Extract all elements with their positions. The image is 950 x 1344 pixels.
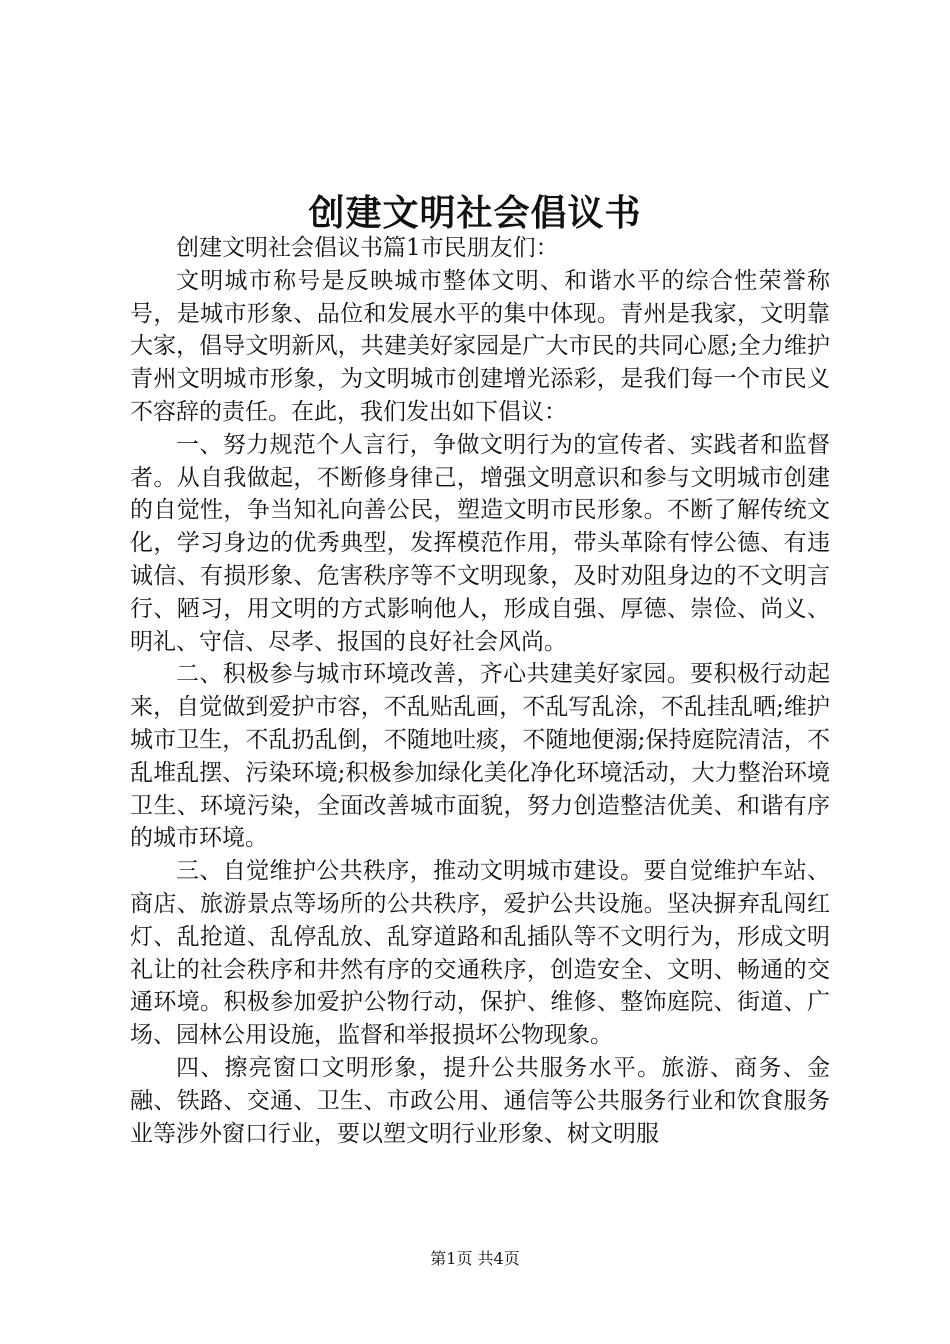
paragraph-item-1: 一、努力规范个人言行，争做文明行为的宣传者、实践者和监督者。从自我做起，不断修身律己，增强文明意识和参与文明城市创建的自觉性，争当知礼向善公民，塑造文明市民形象。不断了解传统文化，学习身边的优秀典型，发挥模范作用，带头革除有悖公德、有违诚信、有损形象、危害秩序等不文明现象，及时劝阻身边的不文明言行、陋习，用文明的方式影响他人，形成自强、厚德、崇俭、尚义、明礼、守信、尽孝、报国的良好社会风尚。 bbox=[130, 431, 830, 655]
page-footer: 第1页 共4页 bbox=[430, 1249, 520, 1268]
document-body bbox=[130, 232, 830, 1150]
page-title: 创建文明社会倡议书 bbox=[308, 192, 642, 234]
paragraph-intro: 文明城市称号是反映城市整体文明、和谐水平的综合性荣誉称号，是城市形象、品位和发展水平的集中体现。青州是我家，文明靠大家，倡导文明新风，共建美好家园是广大市民的共同心愿;全力维护青州文明城市形象，为文明城市创建增光添彩，是我们每一个市民义不容辞的责任。在此，我们发出如下倡议： bbox=[130, 267, 830, 425]
paragraph-item-3: 三、自觉维护公共秩序，推动文明城市建设。要自觉维护车站、商店、旅游景点等场所的公共秩序，爱护公共设施。坚决摒弃乱闯红灯、乱抢道、乱停乱放、乱穿道路和乱插队等不文明行为，形成文明礼让的社会秩序和井然有序的交通秩序，创造安全、文明、畅通的交通环境。积极参加爱护公物行动，保护、维修、整饰庭院、街道、广场、园林公用设施，监督和举报损坏公物现象。 bbox=[130, 858, 830, 1049]
paragraph-greeting: 创建文明社会倡议书篇1市民朋友们： bbox=[176, 235, 559, 261]
paragraph-item-2: 二、积极参与城市环境改善，齐心共建美好家园。要积极行动起来，自觉做到爱护市容，不乱贴乱画，不乱写乱涂，不乱挂乱晒;维护城市卫生，不乱扔乱倒，不随地吐痰，不随地便溺;保持庭院清洁，不乱堆乱摆、污染环境;积极参加绿化美化净化环境活动，大力整治环境卫生、环境污染，全面改善城市面貌，努力创造整洁优美、和谐有序的城市环境。 bbox=[130, 661, 830, 852]
paragraph-item-4: 四、擦亮窗口文明形象，提升公共服务水平。旅游、商务、金融、铁路、交通、卫生、市政公用、通信等公共服务行业和饮食服务业等涉外窗口行业，要以塑文明行业形象、树文明服 bbox=[130, 1054, 830, 1147]
